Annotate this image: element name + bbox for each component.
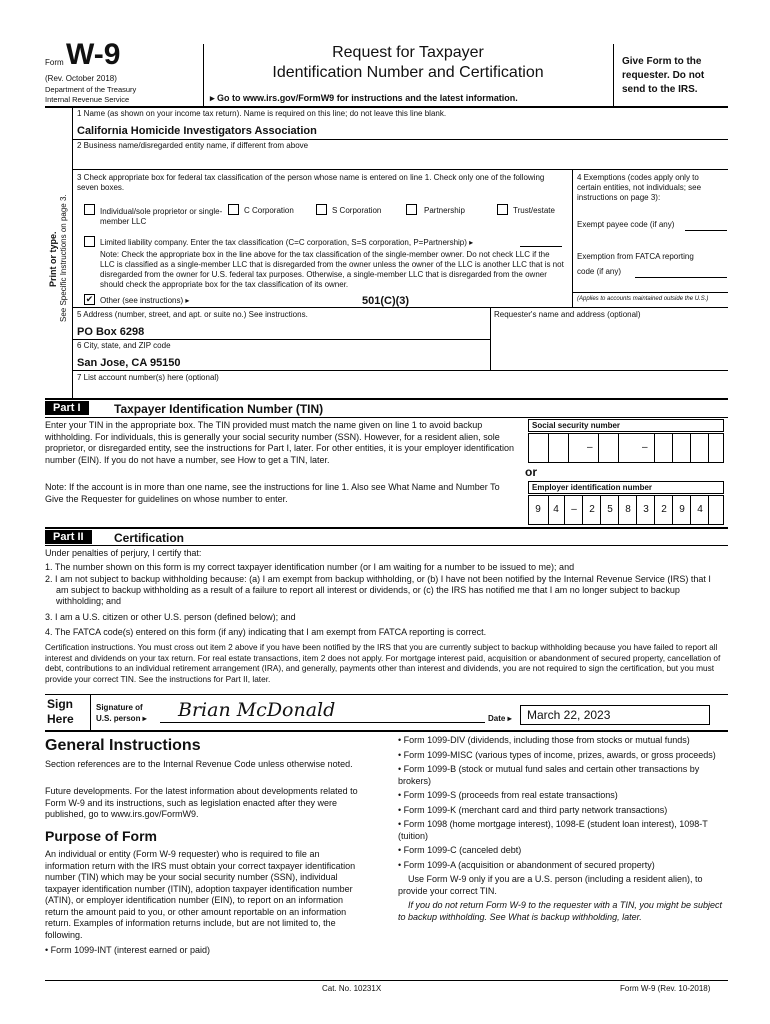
- ein-digit: 2: [661, 504, 667, 515]
- goto-instructions: ▸ Go to www.irs.gov/FormW9 for instructions and the latest information.: [210, 93, 518, 103]
- s-corp-label: S Corporation: [332, 206, 382, 215]
- part1-label: Part I: [45, 401, 89, 415]
- requester-label: Requester's name and address (optional): [494, 310, 641, 319]
- cert-item-4: 4. The FATCA code(s) entered on this form (if any) indicating that I am exempt from FATCA reporting is correct.: [45, 627, 487, 637]
- part1-body: Enter your TIN in the appropriate box. The TIN provided must match the name given on line 1 to avoid backup withholding. For individuals, this is generally your social security number (SSN). However, for a resident alien, sole proprietor, or disregarded entity, see the instructions for Part I, later. For other entities, it is your employer identification number (EIN). If you do not have a number, see How to get a TIN, later.: [45, 420, 515, 465]
- signature-label-2: U.S. person ▸: [96, 714, 147, 723]
- catalog-number: Cat. No. 10231X: [322, 984, 382, 993]
- sign-here-1: Sign: [47, 697, 73, 711]
- general-instructions-title: General Instructions: [45, 737, 201, 754]
- right-column: [398, 735, 723, 923]
- ein-digit: 4: [697, 504, 703, 515]
- other-label: Other (see instructions) ▸: [100, 296, 190, 305]
- cert-item-1: 1. The number shown on this form is my correct taxpayer identification number (or I am waiting for a number to be issued to me); and: [45, 562, 575, 572]
- s-corp-checkbox[interactable]: [316, 204, 327, 215]
- ssn-dash-1: –: [587, 442, 593, 453]
- line2-label: 2 Business name/disregarded entity name, if different from above: [77, 141, 309, 150]
- individual-label: Individual/sole proprietor or single-member LLC: [100, 207, 223, 226]
- line4-label: 4 Exemptions (codes apply only to certain entities, not individuals; see instructions on page 3):: [577, 173, 702, 202]
- fatca-label-2: code (if any): [577, 267, 622, 276]
- title-line2: Identification Number and Certification: [272, 64, 544, 81]
- c-corp-label: C Corporation: [244, 206, 294, 215]
- line3-label: 3 Check appropriate box for federal tax classification of the person whose name is entered on line 1. Check only one of the following seven boxes.: [77, 173, 545, 192]
- part2-label: Part II: [45, 530, 92, 544]
- part2-title: Certification: [114, 531, 185, 545]
- section-references: Section references are to the Internal Revenue Code unless otherwise noted.: [45, 759, 353, 769]
- line5-label: 5 Address (number, street, and apt. or suite no.) See instructions.: [77, 310, 308, 319]
- bullet-1099-int: • Form 1099-INT (interest earned or paid): [45, 945, 211, 955]
- title-line1: Request for Taxpayer: [332, 44, 484, 61]
- ein-dash: –: [571, 504, 577, 515]
- ein-label: Employer identification number: [528, 481, 724, 494]
- fatca-code-field[interactable]: [635, 277, 727, 278]
- exempt-payee-label: Exempt payee code (if any): [577, 220, 675, 229]
- print-or-type-label: Print or type.: [48, 231, 58, 287]
- partnership-label: Partnership: [424, 206, 465, 215]
- purpose-title: Purpose of Form: [45, 828, 158, 844]
- ein-digit: 8: [625, 504, 631, 515]
- sign-here-2: Here: [47, 712, 74, 726]
- cert-instructions: Certification instructions. You must cross out item 2 above if you have been notified by the IRS that you are currently subject to backup withholding because you have failed to report all interest and dividends on your tax return. For real estate transactions, item 2 does not apply. For mortgage interest paid, acquisition or abandonment of secured property, cancellation of debt, contributions to an individual retirement arrangement (IRA), and generally, payments other than interest and dividends, you are not required to sign the certification, but you must provide your correct TIN. See the instructions for Part II, later.: [45, 642, 721, 684]
- ein-digit: 9: [679, 504, 685, 515]
- exempt-payee-field[interactable]: [685, 230, 727, 231]
- llc-label: Limited liability company. Enter the tax classification (C=C corporation, S=S corporation, P=Partnership) ▸: [100, 238, 474, 247]
- bullet-1099-a: • Form 1099-A (acquisition or abandonment of secured property): [398, 859, 655, 870]
- date-label: Date ▸: [488, 714, 512, 723]
- ein-digit: 2: [589, 504, 595, 515]
- ein-digit: 4: [553, 504, 559, 515]
- c-corp-checkbox[interactable]: [228, 204, 239, 215]
- line6-label: 6 City, state, and ZIP code: [77, 341, 171, 350]
- trust-label: Trust/estate: [513, 206, 555, 215]
- other-value-field[interactable]: 501(C)(3): [362, 295, 410, 307]
- bullet-1099-s: • Form 1099-S (proceeds from real estate transactions): [398, 790, 618, 800]
- part1-title: Taxpayer Identification Number (TIN): [114, 402, 324, 416]
- ein-digit: 3: [643, 504, 649, 515]
- llc-checkbox[interactable]: [84, 236, 95, 247]
- other-checkbox[interactable]: ✔: [85, 294, 94, 304]
- llc-note: Note: Check the appropriate box in the line above for the tax classification of the single-member owner. Do not check LLC if the LLC is classified as a single-member LLC that is disregarded from the owner unless the owner of the LLC is another LLC that is not disregarded from the owner for U.S. federal tax purposes. Otherwise, a single-member LLC that is disregarded from the owner should check the appropriate box for the tax classification of its owner.: [100, 250, 564, 289]
- see-instructions-label: See Specific Instructions on page 3.: [59, 194, 68, 322]
- line1-label: 1 Name (as shown on your income tax return). Name is required on this line; do not leave this line blank.: [77, 109, 447, 118]
- ein-digit: 9: [535, 504, 541, 515]
- give-form-notice: Give Form to the requester. Do not send to the IRS.: [622, 56, 705, 95]
- bullet-1099-misc: • Form 1099-MISC (various types of income, prizes, awards, or gross proceeds): [398, 749, 716, 760]
- line6-city-field[interactable]: San Jose, CA 95150: [77, 357, 181, 369]
- or-label: or: [525, 465, 537, 479]
- part2-intro: Under penalties of perjury, I certify that:: [45, 548, 202, 558]
- ssn-dash-2: –: [642, 442, 648, 453]
- individual-checkbox[interactable]: [84, 204, 95, 215]
- applies-note: (Applies to accounts maintained outside the U.S.): [577, 296, 709, 302]
- bullet-1099-b: • Form 1099-B (stock or mutual fund sales and certain other transactions by brokers): [398, 764, 700, 786]
- trust-checkbox[interactable]: [497, 204, 508, 215]
- line1-name-field[interactable]: California Homicide Investigators Association: [77, 125, 317, 137]
- backup-withholding-note: If you do not return Form W-9 to the requester with a TIN, you might be subject to backup withholding. See What is backup withholding, later.: [398, 900, 722, 922]
- line7-label: 7 List account number(s) here (optional): [77, 373, 219, 382]
- llc-classification-field[interactable]: [520, 246, 562, 247]
- future-developments: Future developments. For the latest information about developments related to Form W-9 and its instructions, such as legislation enacted after they were published, go to www.irs.gov/FormW9.: [45, 786, 358, 819]
- cert-item-3: 3. I am a U.S. citizen or other U.S. person (defined below); and: [45, 612, 296, 622]
- partnership-checkbox[interactable]: [406, 204, 417, 215]
- ssn-field[interactable]: [528, 433, 724, 463]
- ein-digit: 5: [607, 504, 613, 515]
- purpose-body: An individual or entity (Form W-9 requester) who is required to file an information return with the IRS must obtain your correct taxpayer identification number (TIN) which may be your social security number (SSN), individual taxpayer identification number (ITIN), adoption taxpayer identification number (ATIN), or employer identification number (EIN), to report on an information return the amount paid to you, or other amount reportable on an information return. Examples of information returns include, but are not limited to, the following.: [45, 849, 356, 940]
- form-number: W-9: [66, 38, 121, 71]
- irs-label: Internal Revenue Service: [45, 95, 130, 104]
- part1-note: Note: If the account is in more than one name, see the instructions for line 1. Also see What Name and Number To Give the Requester for guidelines on whose number to enter.: [45, 482, 500, 504]
- bullet-1099-k: • Form 1099-K (merchant card and third party network transactions): [398, 804, 668, 815]
- bullet-1099-div: • Form 1099-DIV (dividends, including those from stocks or mutual funds): [398, 735, 690, 745]
- cert-item-2: 2. I am not subject to backup withholding because: (a) I am exempt from backup withholding, or (b) I have not been notified by the Internal Revenue Service (IRS) that I am subject to backup withholding as a result of a failure to report all interest or dividends, or (c) the IRS has notified me that I am no longer subject to backup withholding; and: [45, 574, 711, 606]
- dept-treasury: Department of the Treasury: [45, 85, 137, 94]
- signature-label-1: Signature of: [96, 703, 143, 712]
- date-field[interactable]: March 22, 2023: [520, 705, 710, 725]
- footer-form-ref: Form W-9 (Rev. 10-2018): [620, 984, 711, 993]
- use-form-note: Use Form W-9 only if you are a U.S. person (including a resident alien), to provide your correct TIN.: [398, 874, 703, 896]
- signature-field[interactable]: Brian McDonald: [178, 699, 336, 721]
- bullet-1099-c: • Form 1099-C (canceled debt): [398, 845, 522, 855]
- bullet-1098: • Form 1098 (home mortgage interest), 1098-E (student loan interest), 1098-T (tuition): [398, 819, 708, 841]
- fatca-label-1: Exemption from FATCA reporting: [577, 252, 694, 261]
- ssn-label: Social security number: [528, 419, 724, 432]
- form-revision: (Rev. October 2018): [45, 74, 117, 83]
- line5-address-field[interactable]: PO Box 6298: [77, 326, 145, 338]
- form-word: Form: [45, 58, 64, 67]
